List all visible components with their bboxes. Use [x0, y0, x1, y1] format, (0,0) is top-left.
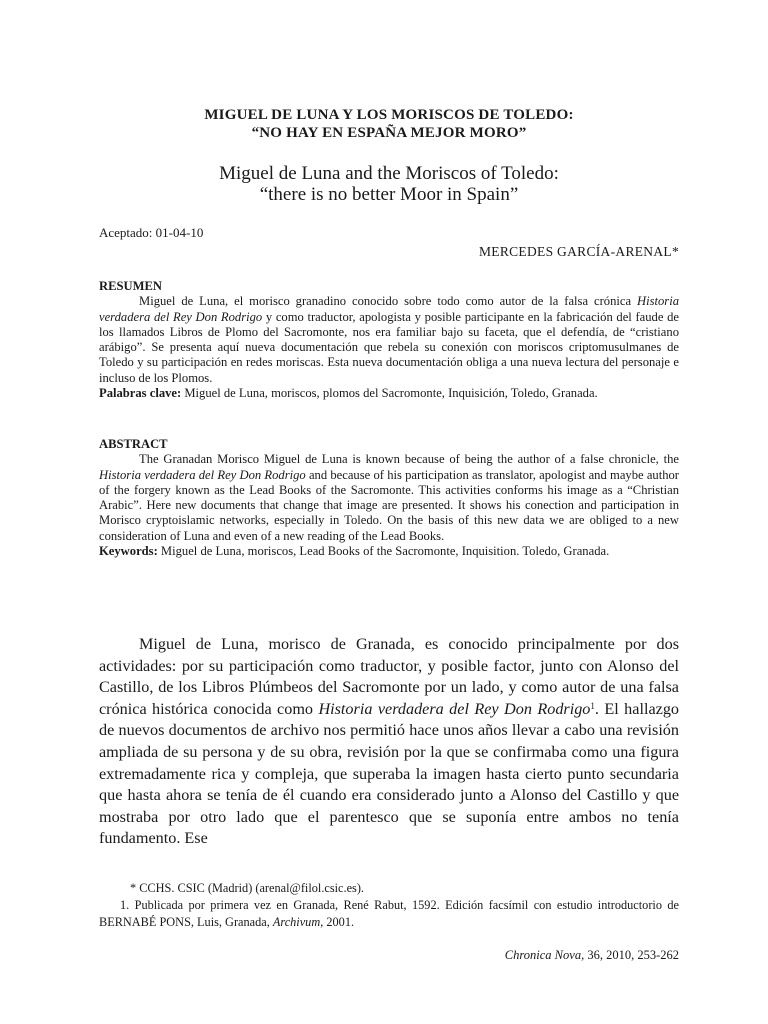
abstract-heading: ABSTRACT	[99, 437, 168, 451]
resumen-keywords-text: Miguel de Luna, moriscos, plomos del Sacromonte, Inquisición, Toledo, Granada.	[181, 386, 598, 401]
footnote-1	[99, 897, 679, 931]
footnote-1-text-a: 1. Publicada por primera vez en Granada, René Rabut, 1592. Edición facsímil con estudio introductorio de BERNABÉ PONS, Luis, Granada,	[99, 898, 679, 929]
english-title	[99, 163, 679, 205]
abstract-keywords-text: Miguel de Luna, moriscos, Lead Books of the Sacromonte, Inquisition. Toledo, Granada.	[157, 544, 610, 559]
abstract-keywords	[99, 544, 679, 559]
abstract-italic-title: Historia verdadera del Rey Don Rodrigo	[99, 467, 306, 482]
journal-name: Chronica Nova	[504, 948, 582, 962]
spanish-title-line-2: “NO HAY EN ESPAÑA MEJOR MORO”	[251, 125, 527, 141]
body-italic-title: Historia verdadera del Rey Don Rodrigo	[318, 699, 591, 718]
resumen-text-part-b: y como traductor, apologista y posible participante en la fabricación del faude de los llamados Libros de Plomo del Sacromonte, nos era familiar bajo su faceta, que el defendía, de “cristiano arábigo”. Se presenta aquí nueva documentación que rebela su conexión con moriscos criptomusulmanes de Toledo y su participación en redes moriscas. Esta nueva documentación obliga a una nueva lectura del personaje e incluso de los Plomos.	[99, 309, 679, 385]
accepted-date: Aceptado: 01-04-10	[99, 225, 204, 240]
abstract-section	[99, 437, 679, 559]
resumen-italic-title: Historia verdadera del Rey Don Rodrigo	[99, 294, 679, 324]
footnote-author: * CCHS. CSIC (Madrid) (arenal@filol.csic.es).	[130, 881, 364, 895]
footnote-1-text-b: , 2001.	[320, 915, 355, 929]
english-title-line-2: “there is no better Moor in Spain”	[259, 184, 519, 205]
abstract-text	[99, 452, 679, 544]
resumen-keywords-label: Palabras clave:	[99, 386, 182, 401]
author-name: MERCEDES GARCÍA-ARENAL*	[478, 244, 679, 259]
abstract-text-part-a: The Granadan Morisco Miguel de Luna is known because of being the author of a false chronicle, the	[139, 452, 679, 467]
english-title-line-1: Miguel de Luna and the Moriscos of Toledo:	[219, 163, 559, 184]
resumen-text	[99, 294, 679, 386]
footnote-1-italic: Archivum	[272, 915, 321, 929]
journal-citation	[505, 948, 679, 963]
spanish-title	[99, 106, 679, 142]
journal-volume-pages: , 36, 2010, 253-262	[581, 948, 679, 962]
spanish-title-line-1: MIGUEL DE LUNA Y LOS MORISCOS DE TOLEDO:	[204, 107, 574, 123]
resumen-keywords	[99, 386, 679, 401]
body-text-part-b: . El hallazgo de nuevos documentos de archivo nos permitió hace unos años llevar a cabo una revisión ampliada de su persona y de su obra, revisión por la que se confirmaba como una figura extremadamente rica y compleja, que superaba la imagen hasta cierto punto secundaria que hasta ahora se tenía de él cuando era considerado junto a Alonso del Castillo y que mostraba por otro lado que el parentesco que se suponía entre ambos no tenía fundamento. Ese	[99, 699, 680, 848]
abstract-text-part-b: and because of his participation as translator, apologist and maybe author of the forgery known as the Lead Books of the Sacromonte. This activities conforms his image as a “Christian Arabic”. Here new documents that change that image are presented. It shows his conection and participation in Morisco cryptoislamic networks, especially in Toledo. On the basis of this new data we are obliged to a new consideration of Luna and even of a new reading of the Lead Books.	[99, 467, 679, 543]
resumen-text-part-a: Miguel de Luna, el morisco granadino conocido sobre todo como autor de la falsa crónica	[139, 294, 637, 309]
resumen-section	[99, 279, 679, 401]
footnote-reference[interactable]: 1	[590, 700, 595, 711]
body-paragraph	[99, 634, 679, 850]
body-text-part-a: Miguel de Luna, morisco de Granada, es conocido principalmente por dos actividades: por su participación como traductor, y posible factor, junto con Alonso del Castillo, de los Libros Plúmbeos del Sacromonte por un lado, y como autor de una falsa crónica histórica conocida como	[99, 635, 679, 718]
resumen-heading: RESUMEN	[99, 279, 162, 293]
abstract-keywords-label: Keywords:	[99, 544, 158, 559]
